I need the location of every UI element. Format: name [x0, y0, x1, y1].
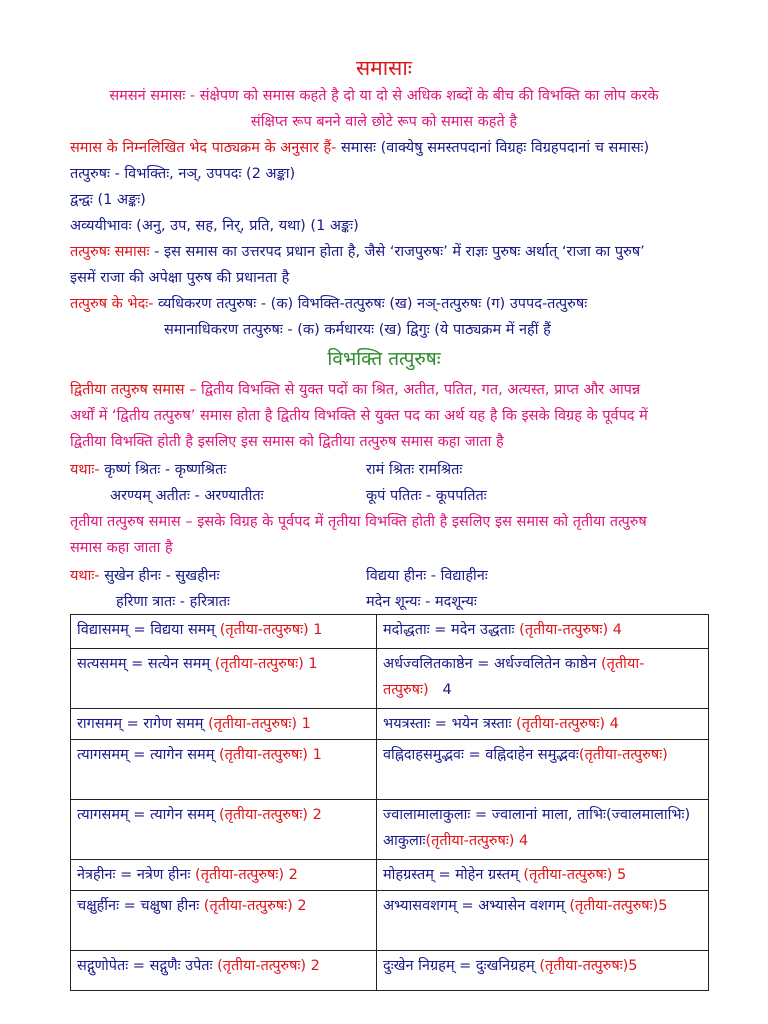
cell-number: 4 — [442, 682, 452, 698]
table-cell — [71, 951, 377, 991]
table-cell — [71, 800, 377, 860]
cell-tag: (तृतीया-तत्पुरुषः) 4 — [516, 716, 619, 732]
cell-text: दुःखेन निग्रहम् = दुःखनिग्रहम् — [383, 958, 540, 974]
cell-text: सत्यसमम् = सत्येन समम् — [77, 656, 215, 672]
table-cell — [377, 709, 709, 740]
cell-text: नेत्रहीनः = नत्रेण हीनः — [77, 867, 196, 883]
type-tatpurusha: तत्पुरुषः - विभक्तिः, नञ्, उपपदः (2 अङ्का) — [70, 166, 296, 182]
bheda-line-1 — [70, 294, 587, 314]
cell-tag: (तृतीया-तत्पुरुषः) 5 — [523, 867, 627, 883]
table-cell — [377, 951, 709, 991]
type-avyayibhava: अव्ययीभावः (अनु, उप, सह, निर्, प्रति, यथा) (1 अङ्कः) — [70, 218, 359, 234]
table-cell — [71, 860, 377, 891]
table-row — [71, 740, 709, 800]
tatpurusha-lead: तत्पुरुषः समासः — [70, 244, 150, 260]
dvitiya-yatha: यथाः- — [70, 462, 100, 478]
tatpurusha-text-1: - इस समास का उत्तरपद प्रधान होता है, जैसे ‘राजपुरुषः’ में राज्ञः पुरुषः अर्थात् ‘राजा का पुरुष’ — [149, 244, 645, 260]
dvitiya-example-2: रामं श्रितः रामश्रितः — [366, 462, 463, 478]
table-cell — [377, 800, 709, 860]
cell-tag: (तृतीया-तत्पुरुषः) 1 — [208, 716, 311, 732]
cell-tag: (तृतीया-तत्पुरुषः) 1 — [214, 656, 318, 672]
cell-text: अभ्यासवशगम् = अभ्यासेन वशगम् — [383, 898, 570, 914]
tatpurusha-definition — [70, 242, 645, 262]
cell-tag: (तृतीया-तत्पुरुषः) 4 — [519, 622, 622, 638]
types-heading — [70, 138, 649, 158]
intro-line-1: समसनं समासः - संक्षेपण को समास कहते है दो या दो से अधिक शब्दों के बीच की विभक्ति का लोप करके — [109, 88, 659, 104]
cell-tag: (तृतीया-तत्पुरुषः)5 — [539, 958, 638, 974]
cell-text: ज्वालामालाकुलाः = ज्वालानां माला, ताभिः(ज्वालमालाभिः) आकुलाः — [383, 807, 691, 849]
intro-line-2: संक्षिप्त रूप बनने वाले छोटे रूप को समास कहते है — [250, 114, 518, 130]
table-row — [71, 709, 709, 740]
tritiya-example-1 — [70, 566, 220, 586]
page-title: समासाः — [355, 56, 413, 80]
dvitiya-line-1 — [70, 380, 640, 400]
table-row — [71, 891, 709, 951]
table-cell — [377, 860, 709, 891]
cell-text: त्यागसमम् = त्यागेन समम् — [77, 747, 219, 763]
bheda-line-2: समानाधिकरण तत्पुरुषः - (क) कर्मधारयः (ख) द्विगुः (ये पाठ्यक्रम में नहीं हैं — [164, 322, 551, 338]
cell-tag: (तृतीया-तत्पुरुषः) 2 — [217, 958, 320, 974]
tritiya-line-1: तृतीया तत्पुरुष समास – इसके विग्रह के पूर्वपद में तृतीया विभक्ति होती है इसलिए इस समास को तृतीया तत्पुरुष — [70, 514, 647, 530]
cell-tag: (तृतीया-तत्पुरुषः) 2 — [195, 867, 298, 883]
table-row — [71, 800, 709, 860]
types-lead: समास के निम्नलिखित भेद पाठ्यक्रम के अनुसार हैं- — [70, 140, 337, 156]
cell-tag: (तृतीया-तत्पुरुषः) 1 — [219, 747, 322, 763]
cell-text: विद्यासमम् = विद्यया समम् — [77, 622, 220, 638]
tritiya-ex1: सुखेन हीनः - सुखहीनः — [99, 568, 220, 584]
tritiya-example-4: मदेन शून्यः - मदशून्यः — [366, 594, 477, 610]
dvitiya-lead: द्वितीया तत्पुरुष समास – — [70, 382, 197, 398]
cell-text: मदोद्धताः = मदेन उद्धताः — [383, 622, 520, 638]
cell-tag: (तृतीया-तत्पुरुषः) 2 — [219, 807, 322, 823]
dvitiya-line-3: द्वितीया विभक्ति होती है इसलिए इस समास को द्वितीया तत्पुरुष समास कहा जाता है — [70, 434, 504, 450]
cell-text: मोहग्रस्तम् = मोहेन ग्रस्तम् — [383, 867, 524, 883]
dvitiya-ex1: कृष्णं श्रितः - कृष्णश्रितः — [99, 462, 227, 478]
table-row — [71, 951, 709, 991]
table-cell — [377, 615, 709, 649]
cell-text: वह्निदाहसमुद्भवः = वह्निदाहेन समुद्भवः — [383, 747, 579, 763]
cell-tag: (तृतीया-तत्पुरुषः) — [578, 747, 668, 763]
table-cell — [71, 649, 377, 709]
examples-table — [70, 614, 709, 991]
cell-tag: (तृतीया-तत्पुरुषः) 4 — [425, 833, 529, 849]
cell-text: भयत्रस्ताः = भयेन त्रस्ताः — [383, 716, 517, 732]
dvitiya-line-2: अर्थों में ‘द्वितीय तत्पुरुष’ समास होता है द्वितीय विभक्ति से युक्त पद का अर्थ यह है कि इसके विग्रह के पूर्वपद में — [70, 408, 648, 424]
cell-text: चक्षुर्हीनः = चक्षुषा हीनः — [77, 898, 204, 914]
cell-tag: (तृतीया-तत्पुरुषः)5 — [569, 898, 668, 914]
table-cell — [71, 615, 377, 649]
tritiya-line-2: समास कहा जाता है — [70, 540, 173, 556]
table-cell — [377, 891, 709, 951]
vyadhikarana-text: व्यधिकरण तत्पुरुषः - (क) विभक्ति-तत्पुरुषः (ख) नञ्-तत्पुरुषः (ग) उपपद-तत्पुरुषः — [153, 296, 588, 312]
dvitiya-text-1: द्वितीय विभक्ति से युक्त पदों का श्रित, अतीत, पतित, गत, अत्यस्त, प्राप्त और आपन्न — [196, 382, 641, 398]
table-row — [71, 860, 709, 891]
table-cell — [71, 740, 377, 800]
cell-tag: (तृतीया-तत्पुरुषः) 2 — [203, 898, 307, 914]
table-cell — [71, 709, 377, 740]
samasa-definition: समासः (वाक्येषु समस्तपदानां विग्रहः विग्रहपदानां च समासः) — [336, 140, 650, 156]
table-cell — [71, 891, 377, 951]
cell-tag: (तृतीया-तत्पुरुषः) 1 — [219, 622, 323, 638]
dvitiya-example-1 — [70, 460, 226, 480]
cell-text: त्यागसमम् = त्यागेन समम् — [77, 807, 219, 823]
table-cell — [377, 649, 709, 709]
type-dvandva: द्वन्द्वः (1 अङ्कः) — [70, 192, 146, 208]
tatpurusha-text-2: इसमें राजा की अपेक्षा पुरुष की प्रधानता है — [70, 270, 290, 286]
tritiya-example-3: हरिणा त्रातः - हरित्रातः — [116, 594, 230, 610]
tritiya-yatha: यथाः- — [70, 568, 100, 584]
bheda-lead: तत्पुरुष के भेदः- — [70, 296, 154, 312]
dvitiya-example-3: अरण्यम् अतीतः - अरण्यातीतः — [110, 488, 264, 504]
cell-text: रागसमम् = रागेण समम् — [77, 716, 209, 732]
table-row — [71, 615, 709, 649]
cell-tag: (तृतीया-तत्पुरुषः) — [383, 656, 645, 698]
table-row — [71, 649, 709, 709]
table-cell — [377, 740, 709, 800]
section-subtitle: विभक्ति तत्पुरुषः — [327, 348, 441, 370]
cell-text: अर्धज्वलितकाष्ठेन = अर्धज्वलितेन काष्ठेन — [383, 656, 601, 672]
cell-text: सद्गुणोपेतः = सद्गुणैः उपेतः — [77, 958, 218, 974]
dvitiya-example-4: कूपं पतितः - कूपपतितः — [366, 488, 487, 504]
tritiya-example-2: विद्यया हीनः - विद्याहीनः — [366, 568, 488, 584]
